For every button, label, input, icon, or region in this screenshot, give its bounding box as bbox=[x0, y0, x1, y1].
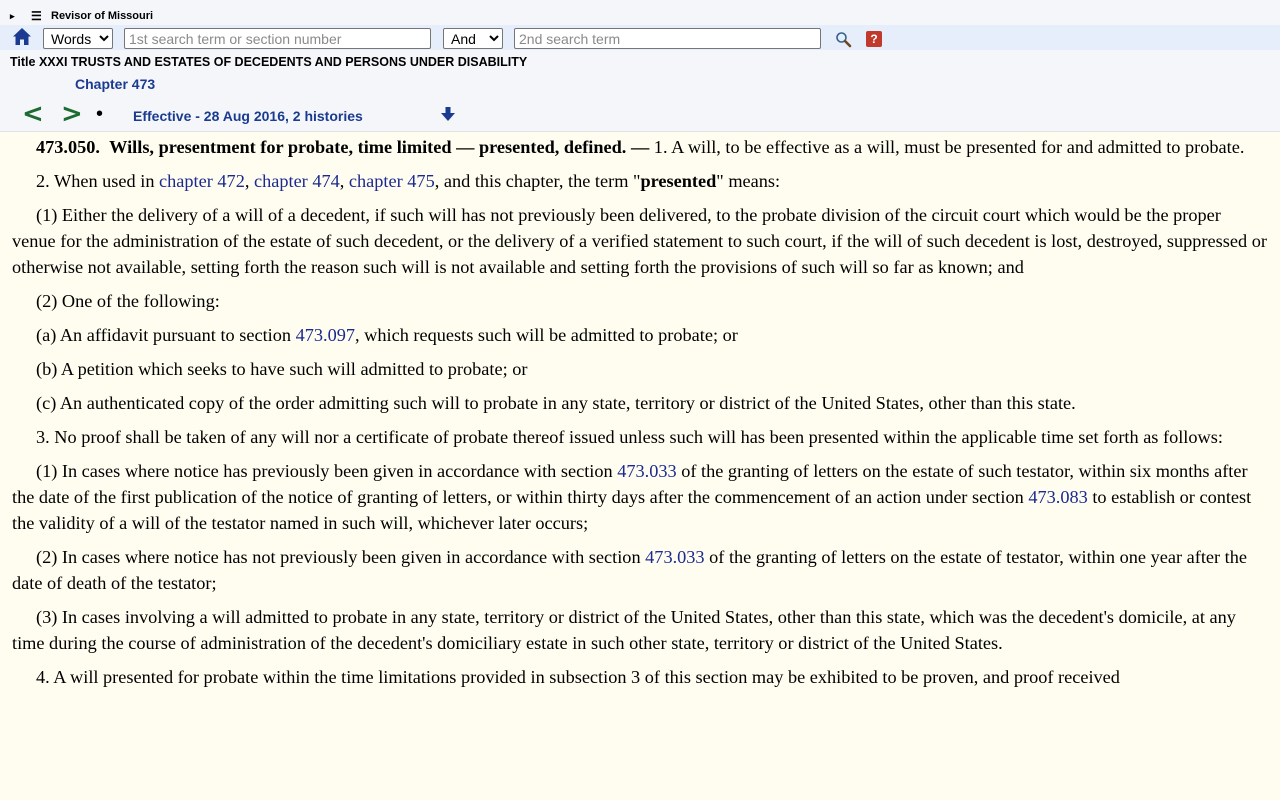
magnifier-icon[interactable] bbox=[835, 31, 852, 48]
defined-term: presented bbox=[640, 171, 717, 191]
title-heading[interactable]: Title XXXI TRUSTS AND ESTATES OF DECEDENTS AND PERSONS UNDER DISABILITY bbox=[10, 55, 528, 69]
paragraph: (1) Either the delivery of a will of a decedent, if such will has not previously been delivered, to the probate division of the circuit court which would be the proper venue for the administration of the estate of such decedent, or the delivery of a verified statement to such court, if the will of such decedent is lost, destroyed, suppressed or otherwise not available, setting forth the reason such will is not available and setting forth the provisions of such will so far as known; and bbox=[12, 205, 1267, 277]
section-473-033-link[interactable]: 473.033 bbox=[645, 547, 705, 567]
menu-icon[interactable]: ☰ bbox=[31, 9, 42, 23]
section-heading-paragraph bbox=[12, 134, 1268, 160]
paragraph: (2) One of the following: bbox=[36, 291, 220, 311]
section-number: 473.050. bbox=[36, 137, 100, 157]
chapter-heading[interactable]: Chapter 473 bbox=[75, 76, 156, 92]
paragraph: (3) In cases involving a will admitted to probate in any state, territory or district of the United States, other than this state, which was the decedent's domicile, at any time during the course of administration of the decedent's domiciliary estate in such other state, territory or district of the United States. bbox=[12, 607, 1236, 653]
chapter-474-link[interactable]: chapter 474 bbox=[253, 171, 340, 191]
paragraph-text: , and this chapter, the term " bbox=[434, 171, 641, 191]
paragraph-text: (1) In cases where notice has previously been given in accordance with section bbox=[36, 461, 618, 481]
paragraph bbox=[12, 544, 1268, 596]
paragraph: 3. No proof shall be taken of any will nor a certificate of probate thereof issued unless such will has been presented within the applicable time set forth as follows: bbox=[36, 427, 1223, 447]
section-473-033-link[interactable]: 473.033 bbox=[617, 461, 677, 481]
search-mode-select[interactable] bbox=[43, 28, 113, 49]
search-bar bbox=[0, 25, 1280, 50]
paragraph: 4. A will presented for probate within the time limitations provided in subsection 3 of this section may be exhibited to be proven, and proof received bbox=[36, 667, 1120, 687]
separator: , bbox=[339, 171, 349, 191]
expand-toggle-icon[interactable]: ▸ bbox=[10, 11, 15, 21]
section-title: Wills, presentment for probate, time limited — presented, defined. — bbox=[109, 137, 650, 157]
section-nav bbox=[0, 100, 1280, 130]
previous-section-button[interactable]: < bbox=[22, 99, 44, 129]
paragraph-text: 1. A will, to be effective as a will, must be presented for and admitted to probate. bbox=[649, 137, 1245, 157]
paragraph-text: of the granting of letters on the estate of such testator, within six months after the date of the first publication of the notice of granting of letters, or within thirty days after the commencement of an action under section bbox=[12, 461, 1248, 507]
search-term-1-input[interactable] bbox=[124, 28, 431, 49]
effective-date-link[interactable]: Effective - 28 Aug 2016, 2 histories bbox=[133, 108, 363, 124]
paragraph-text: (2) In cases where notice has not previously been given in accordance with section bbox=[36, 547, 646, 567]
section-473-083-link[interactable]: 473.083 bbox=[1028, 487, 1088, 507]
next-section-button[interactable]: > bbox=[61, 99, 83, 129]
help-icon[interactable]: ? bbox=[866, 31, 882, 47]
search-term-2-input[interactable] bbox=[514, 28, 821, 49]
paragraph bbox=[12, 458, 1268, 536]
paragraph-text: (a) An affidavit pursuant to section bbox=[36, 325, 296, 345]
current-section-dot[interactable]: • bbox=[96, 103, 104, 125]
paragraph-text: " means: bbox=[716, 171, 781, 191]
paragraph: (c) An authenticated copy of the order admitting such will to probate in any state, territory or district of the United States, other than this state. bbox=[36, 393, 1076, 413]
search-operator-select[interactable] bbox=[443, 28, 503, 49]
paragraph bbox=[12, 168, 1268, 194]
paragraph-text: , which requests such will be admitted to probate; or bbox=[355, 325, 738, 345]
down-arrow-icon[interactable] bbox=[440, 106, 456, 122]
paragraph-text: 2. When used in bbox=[36, 171, 160, 191]
paragraph-text: of the granting of letters on the estate of testator, within one year after the date of death of the testator; bbox=[12, 547, 1248, 593]
page-header bbox=[0, 0, 1280, 132]
home-icon[interactable] bbox=[12, 27, 32, 46]
section-content bbox=[12, 132, 1268, 690]
section-473-097-link[interactable]: 473.097 bbox=[295, 325, 356, 345]
chapter-475-link[interactable]: chapter 475 bbox=[348, 171, 435, 191]
paragraph-text: to establish or contest the validity of a will of the testator named in such will, whichever later occurs; bbox=[12, 487, 1252, 533]
paragraph: (b) A petition which seeks to have such will admitted to probate; or bbox=[36, 359, 528, 379]
paragraph bbox=[12, 322, 1268, 348]
site-title[interactable]: Revisor of Missouri bbox=[51, 10, 154, 22]
chapter-472-link[interactable]: chapter 472 bbox=[159, 171, 245, 191]
separator: , bbox=[244, 171, 254, 191]
